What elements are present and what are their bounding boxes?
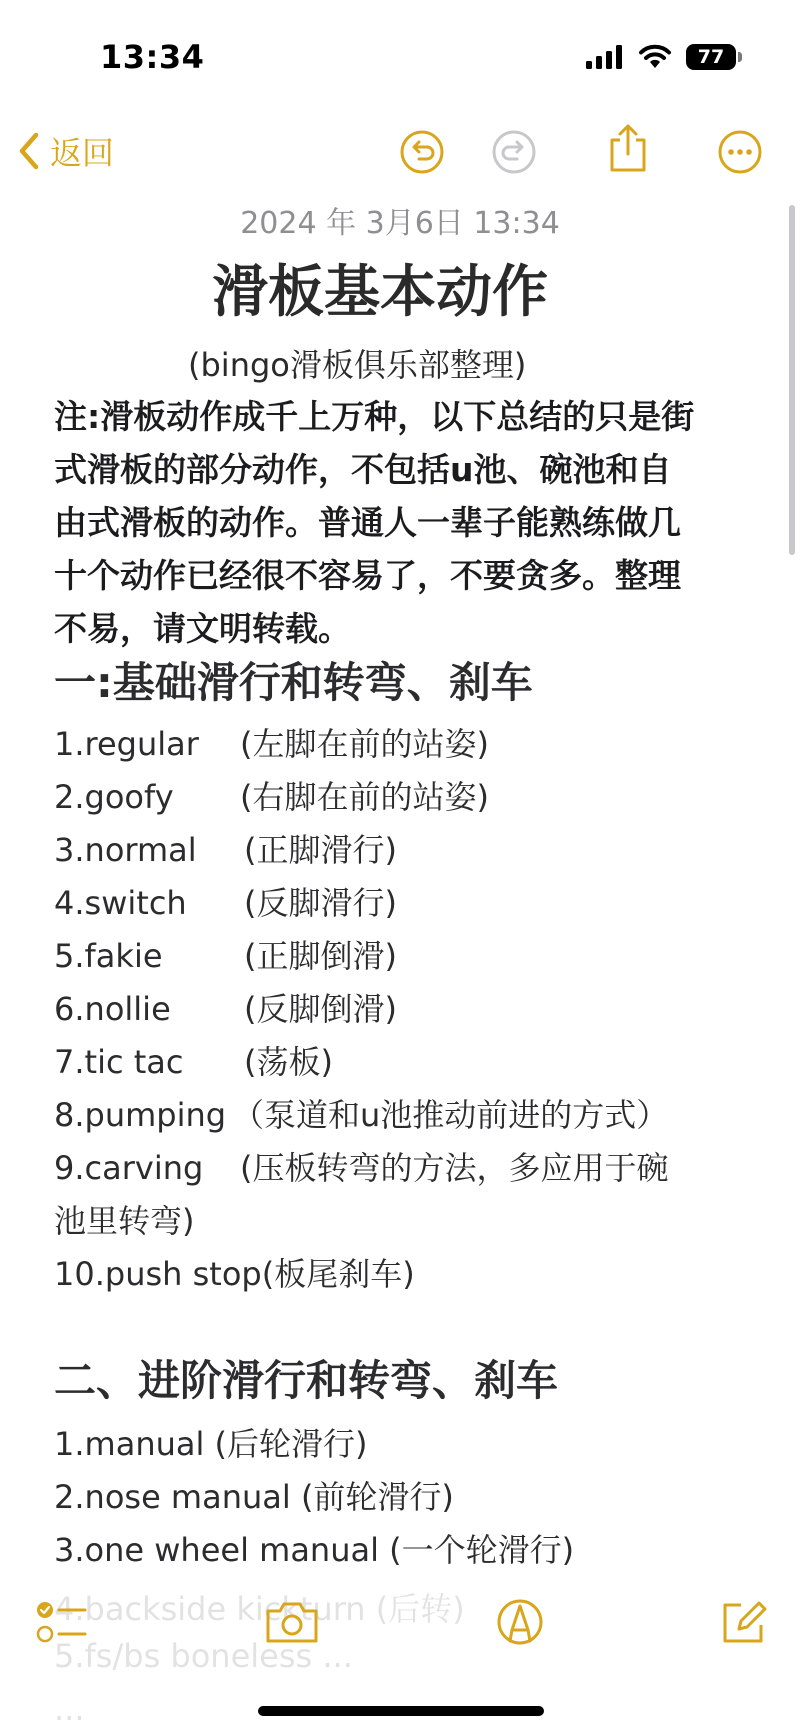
intro-line: 不易，请文明转载。 xyxy=(54,609,351,648)
chevron-left-icon xyxy=(18,132,40,170)
status-icons xyxy=(586,44,736,70)
item-desc: （泵道和u池推动前进的方式） xyxy=(232,1096,669,1134)
home-indicator[interactable] xyxy=(258,1706,544,1716)
list-item xyxy=(54,771,754,824)
item-term: 9.carving xyxy=(54,1149,204,1187)
more-options-button[interactable] xyxy=(716,128,764,176)
item-desc: (压板转弯的方法，多应用于碗 xyxy=(240,1149,669,1187)
item-desc: (右脚在前的站姿) xyxy=(240,778,489,816)
list-item xyxy=(54,1089,754,1142)
list-item xyxy=(54,877,754,930)
list-item xyxy=(54,718,754,771)
intro-line: 式滑板的部分动作，不包括u池、碗池和自 xyxy=(54,450,672,489)
battery-level: 77 xyxy=(697,46,725,68)
undo-button[interactable] xyxy=(398,128,446,176)
wifi-icon xyxy=(638,44,672,70)
note-intro xyxy=(54,390,744,655)
item-desc: (正脚滑行) xyxy=(244,831,397,869)
redo-button[interactable] xyxy=(490,128,538,176)
list-item: 10.push stop(板尾刹车) xyxy=(54,1255,415,1293)
back-label: 返回 xyxy=(50,134,115,172)
item-desc-continued: 池里转弯) xyxy=(54,1202,195,1240)
share-button[interactable] xyxy=(604,124,652,172)
redo-icon xyxy=(491,129,537,175)
more-icon xyxy=(717,129,763,175)
list-item: 1.manual (后轮滑行) xyxy=(54,1425,368,1463)
battery-indicator xyxy=(686,44,736,70)
markup-button[interactable] xyxy=(490,1592,550,1652)
item-term: 7.tic tac xyxy=(54,1043,184,1081)
item-desc: (荡板) xyxy=(244,1043,333,1081)
checklist-icon xyxy=(35,1597,89,1647)
section-heading: 一:基础滑行和转弯、刹车 xyxy=(54,658,533,707)
camera-button[interactable] xyxy=(262,1592,322,1652)
item-term: 8.pumping xyxy=(54,1096,227,1134)
intro-line: 注:滑板动作成千上万种，以下总结的只是街 xyxy=(54,397,695,436)
faded-list-item: ... xyxy=(54,1690,85,1728)
intro-line: 由式滑板的动作。普通人一辈子能熟练做几 xyxy=(54,503,681,542)
item-term: 6.nollie xyxy=(54,990,171,1028)
item-term: 1.regular xyxy=(54,725,199,763)
intro-line: 十个动作已经很不容易了，不要贪多。整理 xyxy=(54,556,681,595)
note-title: 滑板基本动作 xyxy=(212,260,548,325)
item-desc: (反脚滑行) xyxy=(244,884,397,922)
note-date: 2024 年 3月6日 13:34 xyxy=(240,206,560,241)
scrollbar[interactable] xyxy=(789,205,795,555)
checklist-button[interactable] xyxy=(32,1592,92,1652)
list-item xyxy=(54,824,754,877)
item-term: 4.switch xyxy=(54,884,187,922)
note-subtitle: (bingo滑板俱乐部整理) xyxy=(188,346,527,384)
list-item: 3.one wheel manual (一个轮滑行) xyxy=(54,1531,575,1569)
item-term: 5.fakie xyxy=(54,937,163,975)
item-term: 2.goofy xyxy=(54,778,174,816)
signal-icon xyxy=(586,45,624,69)
item-term: 3.normal xyxy=(54,831,197,869)
compose-button[interactable] xyxy=(714,1592,774,1652)
camera-icon xyxy=(264,1599,320,1645)
list-item xyxy=(54,983,754,1036)
back-button[interactable] xyxy=(18,128,114,174)
faded-list-item: 5.fs/bs boneless ... xyxy=(54,1637,353,1675)
list-item xyxy=(54,930,754,983)
list-item xyxy=(54,1036,754,1089)
status-time: 13:34 xyxy=(100,38,205,76)
compose-icon xyxy=(719,1597,769,1647)
list-item xyxy=(54,1142,754,1240)
markup-pen-icon xyxy=(495,1597,545,1647)
share-icon xyxy=(606,122,650,174)
item-desc: (正脚倒滑) xyxy=(244,937,397,975)
list-item: 2.nose manual (前轮滑行) xyxy=(54,1478,454,1516)
item-desc: (左脚在前的站姿) xyxy=(240,725,489,763)
item-desc: (反脚倒滑) xyxy=(244,990,397,1028)
undo-icon xyxy=(399,129,445,175)
faded-list-item: 4.backside kickturn (后转) xyxy=(54,1590,465,1628)
section-heading: 二、进阶滑行和转弯、刹车 xyxy=(54,1356,559,1405)
